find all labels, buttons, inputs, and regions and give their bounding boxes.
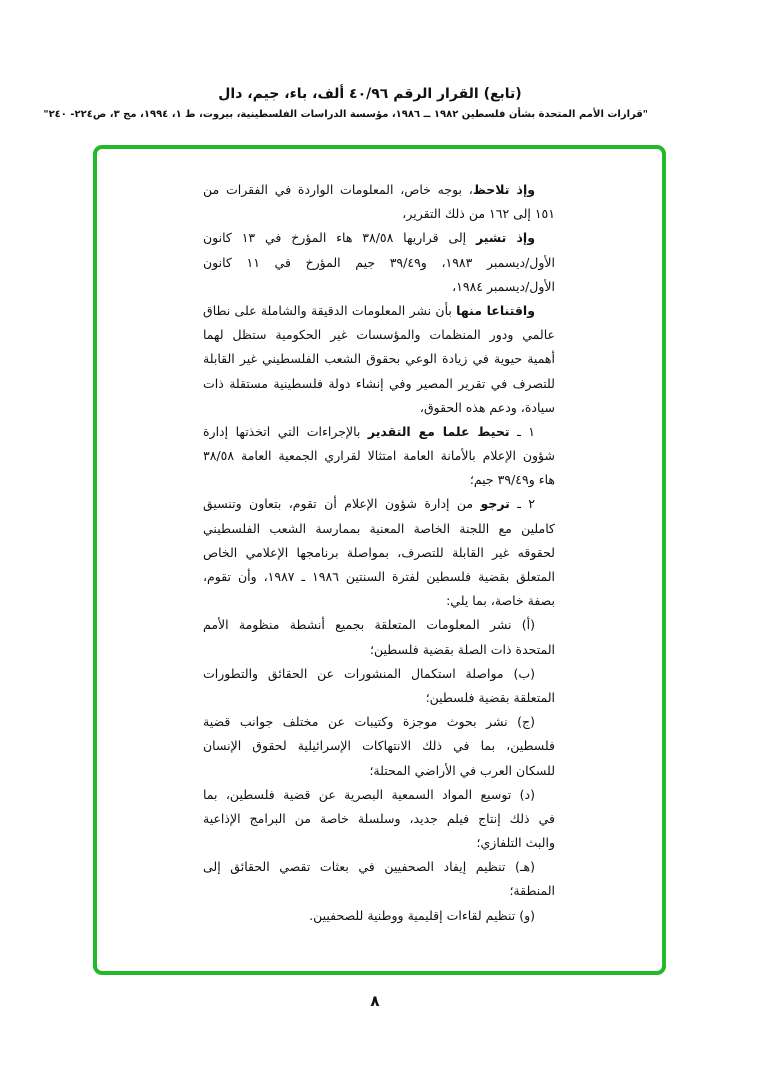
text-line: [203, 541, 555, 565]
text-line: [203, 420, 555, 444]
source-citation: "قرارات الأمم المتحدة بشأن فلسطين ١٩٨٢ ــ ١٩٨٦، مؤسسة الدراسات الفلسطينية، بيروت، ط ١، ١٩٩٤، مج ٣، ص٢٢٤- ٢٤٠": [43, 109, 648, 120]
document-body: [203, 178, 555, 928]
paragraph: [203, 710, 555, 783]
line-text: (أ) نشر المعلومات المتعلقة بجميع أنشطة منظومة الأمم: [203, 617, 535, 633]
text-line: [203, 904, 555, 928]
text-line: [203, 613, 555, 637]
line-text: للتصرف في تقرير المصير وفي إنشاء دولة فلسطينية مستقلة ذات: [203, 375, 555, 391]
text-line: [203, 879, 555, 903]
text-line: [203, 275, 555, 299]
text-line: [203, 347, 555, 371]
text-line: [203, 638, 555, 662]
text-line: [203, 372, 555, 396]
line-text: عالمي ودور المنظمات والمؤسسات غير الحكومية ستظل لهما: [203, 327, 555, 343]
page-number: ٨: [370, 992, 380, 1010]
text-line: [203, 468, 555, 492]
paragraph-number: ٢ ـ: [509, 496, 535, 512]
line-text: ١٥١ إلى ١٦٢ من ذلك التقرير،: [402, 206, 555, 222]
text-line: [203, 710, 555, 734]
text-line: [203, 178, 555, 202]
lead-phrase: وإذ تلاحظ: [472, 182, 535, 197]
text-line: [203, 734, 555, 758]
text-line: [203, 396, 555, 420]
page-title: (تابع) القرار الرقم ٤٠/٩٦ ألف، باء، جيم، دال: [218, 86, 522, 102]
lead-phrase: وإذ تشير: [476, 230, 535, 246]
text-line: [203, 565, 555, 589]
paragraph: [203, 420, 555, 493]
text-line: [203, 759, 555, 783]
line-text: إلى قراريها ٣٨/٥٨ هاء المؤرخ في ١٣ كانون: [203, 230, 476, 246]
text-line: [203, 662, 555, 686]
line-text: بصفة خاصة، بما يلي:: [446, 593, 555, 609]
line-text: لحقوقه غير القابلة للتصرف، بمواصلة برنامجها الإعلامي الخاص: [203, 544, 555, 560]
paragraph: [203, 855, 555, 903]
line-text: الأول/ديسمبر ١٩٨٤،: [452, 278, 555, 294]
line-text: سيادة، ودعم هذه الحقوق،: [419, 399, 555, 415]
text-line: [203, 783, 555, 807]
text-line: [203, 251, 555, 275]
line-text: (ج) نشر بحوث موجزة وكتيبات عن مختلف جوانب قضية: [203, 714, 535, 730]
line-text: المتعلقة بقضية فلسطين؛: [425, 689, 555, 705]
text-line: [203, 831, 555, 855]
line-text: بالإجراءات التي اتخذتها إدارة: [203, 423, 368, 439]
line-text: (ب) مواصلة استكمال المنشورات عن الحقائق والتطورات: [203, 665, 535, 681]
text-line: [203, 517, 555, 541]
text-line: [203, 323, 555, 347]
line-text: (و) تنظيم لقاءات إقليمية ووطنية للصحفيين.: [309, 907, 535, 923]
line-text: (د) توسيع المواد السمعية البصرية عن قضية فلسطين، بما: [203, 786, 535, 802]
line-text: والبث التلفازي؛: [476, 835, 555, 851]
text-line: [203, 589, 555, 613]
text-line: [203, 226, 555, 250]
line-text: المتحدة ذات الصلة بقضية فلسطين؛: [369, 641, 555, 657]
line-text: بأن نشر المعلومات الدقيقة والشاملة على نطاق: [203, 302, 457, 318]
paragraph: [203, 904, 555, 928]
line-text: الأول/ديسمبر ١٩٨٣، و٣٩/٤٩ جيم المؤرخ في ١١ كانون: [203, 254, 556, 270]
line-text: هاء و٣٩/٤٩ جيم؛: [469, 472, 555, 488]
line-text: كاملين مع اللجنة الخاصة المعنية بممارسة الشعب الفلسطيني: [203, 520, 555, 536]
paragraph: [203, 492, 555, 613]
lead-phrase: واقتناعا منها: [456, 302, 535, 318]
paragraph: [203, 783, 555, 856]
line-text: ، بوجه خاص، المعلومات الواردة في الفقرات من: [203, 182, 473, 197]
line-text: المتعلق بقضية فلسطين لفترة السنتين ١٩٨٦ ـ ١٩٨٧، وأن تقوم،: [203, 569, 555, 584]
paragraph: [203, 613, 555, 661]
line-text: أهمية حيوية في زيادة الوعي بحقوق الشعب الفلسطيني غير القابلة: [203, 351, 555, 367]
paragraph: [203, 178, 555, 226]
text-line: [203, 686, 555, 710]
lead-phrase: تحيط علما مع التقدير: [367, 423, 510, 439]
paragraph: [203, 299, 555, 420]
text-line: [203, 299, 555, 323]
text-line: [203, 202, 555, 226]
line-text: المنطقة؛: [509, 883, 555, 899]
line-text: من إدارة شؤون الإعلام أن تقوم، بتعاون وتنسيق: [203, 496, 481, 512]
text-line: [203, 807, 555, 831]
text-line: [203, 855, 555, 879]
lead-phrase: ترجو: [480, 496, 510, 512]
paragraph-number: ١ ـ: [509, 423, 535, 439]
line-text: في ذلك إنتاج فيلم جديد، وسلسلة خاصة من البرامج الإذاعية: [203, 810, 555, 826]
paragraph: [203, 226, 555, 299]
paragraph: [203, 662, 555, 710]
line-text: شؤون الإعلام بالأمانة العامة امتثالا لقراري الجمعية العامة ٣٨/٥٨: [203, 448, 555, 464]
line-text: فلسطين، بما في ذلك الانتهاكات الإسرائيلية لحقوق الإنسان: [203, 738, 555, 754]
text-line: [203, 492, 555, 516]
line-text: (هـ) تنظيم إيفاد الصحفيين في بعثات تقصي الحقائق إلى: [203, 859, 535, 875]
text-line: [203, 444, 555, 468]
line-text: للسكان العرب في الأراضي المحتلة؛: [369, 762, 555, 778]
